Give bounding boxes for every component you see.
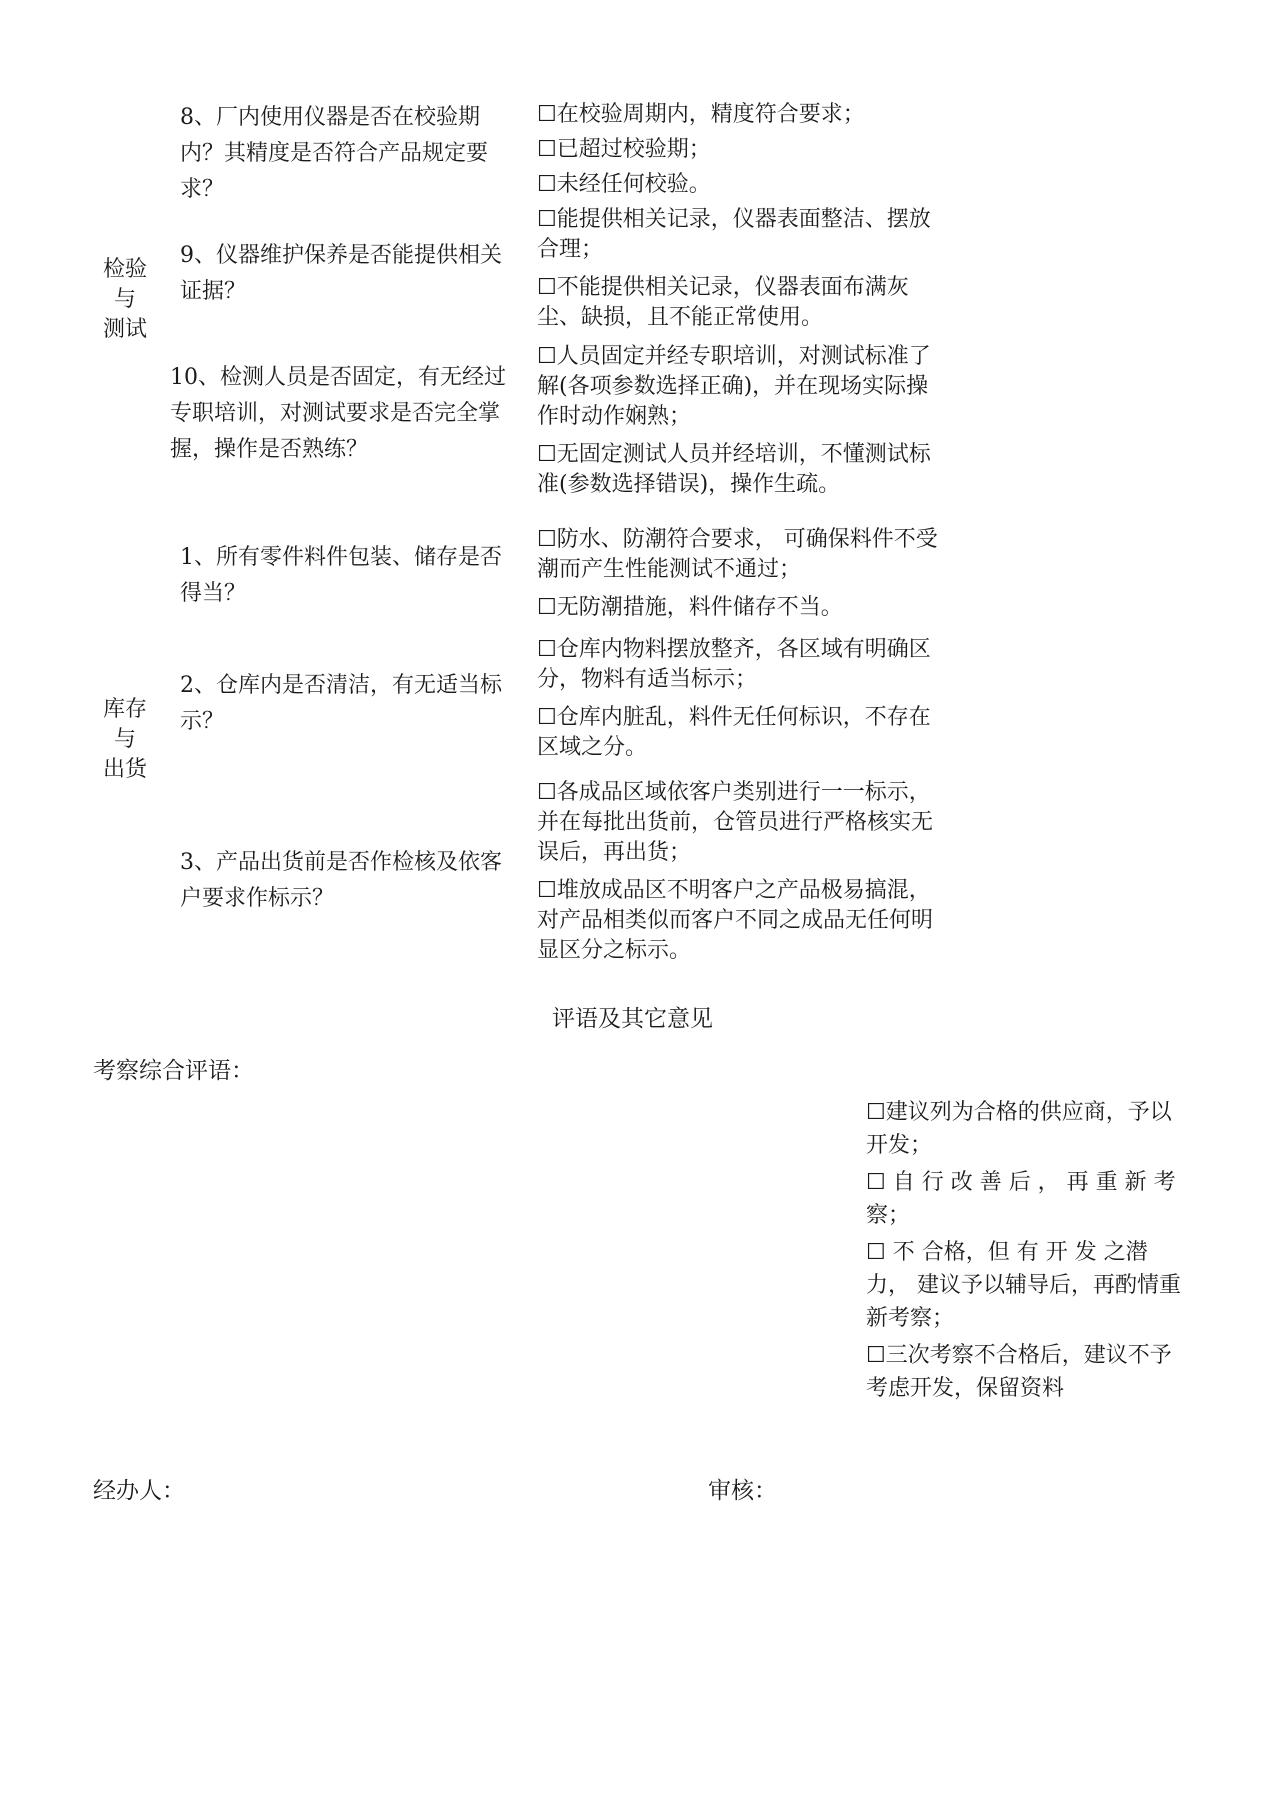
question-text: 3、产品出货前是否作检核及依客户要求作标示？ bbox=[180, 850, 502, 911]
checkbox-option[interactable]: ☐仓库内脏乱，料件无任何标识，不存在区域之分。 bbox=[537, 705, 931, 760]
category-line: 库存 bbox=[102, 697, 147, 722]
checkbox-option[interactable]: ☐能提供相关记录，仪器表面整洁、摆放合理； bbox=[537, 207, 931, 262]
checkbox-option[interactable]: ☐堆放成品区不明客户之产品极易搞混，对产品相类似而客户不同之成品无任何明显区分之标示。 bbox=[537, 878, 934, 963]
category-line: 出货 bbox=[102, 757, 147, 782]
checkbox-option[interactable]: ☐已超过校验期； bbox=[537, 137, 711, 162]
category-line: 与 bbox=[113, 287, 136, 312]
checkbox-option[interactable]: ☐不能提供相关记录，仪器表面布满灰尘、缺损，且不能正常使用。 bbox=[537, 275, 909, 330]
checkbox-option[interactable]: ☐未经任何校验。 bbox=[537, 172, 711, 197]
checkbox-option[interactable]: ☐ 不 合格，但 有 开 发 之潜力， 建议予以辅导后，再酌情重新考察； bbox=[866, 1240, 1181, 1331]
reviewer-label: 审核： bbox=[708, 1478, 777, 1504]
checkbox-option[interactable]: ☐无防潮措施，料件储存不当。 bbox=[537, 595, 843, 620]
option-list bbox=[537, 635, 947, 763]
checkbox-option[interactable]: ☐ 自 行 改 善 后 ， 再 重 新 考察； bbox=[866, 1170, 1176, 1228]
summary-label: 考察综合评语： bbox=[93, 1058, 254, 1084]
category-label bbox=[95, 695, 155, 785]
question-text: 9、仪器维护保养是否能提供相关证据？ bbox=[180, 243, 502, 304]
question-text: 10、检测人员是否固定，有无经过专职培训，对测试要求是否完全掌握，操作是否熟练？ bbox=[170, 365, 506, 462]
checkbox-option[interactable]: ☐防水、防潮符合要求， 可确保料件不受潮而产生性能测试不通过； bbox=[537, 527, 938, 582]
checkbox-option[interactable]: ☐三次考察不合格后，建议不予考虑开发，保留资料 bbox=[866, 1343, 1172, 1401]
option-list bbox=[537, 100, 947, 200]
option-list bbox=[537, 205, 947, 333]
option-list bbox=[537, 342, 947, 500]
checkbox-option[interactable]: ☐仓库内物料摆放整齐，各区域有明确区分，物料有适当标示； bbox=[537, 637, 931, 692]
category-line: 测试 bbox=[102, 317, 147, 342]
checkbox-option[interactable]: ☐无固定测试人员并经培训，不懂测试标准(参数选择错误)，操作生疏。 bbox=[537, 442, 931, 497]
option-list bbox=[537, 525, 947, 623]
question-text: 8、厂内使用仪器是否在校验期内？其精度是否符合产品规定要求？ bbox=[180, 105, 489, 202]
recommendation-list bbox=[866, 1096, 1191, 1405]
checkbox-option[interactable]: ☐在校验周期内，精度符合要求； bbox=[537, 102, 865, 127]
question-text: 2、仓库内是否清洁，有无适当标示？ bbox=[180, 673, 502, 734]
option-list bbox=[537, 778, 947, 966]
comments-title: 评语及其它意见 bbox=[552, 1006, 713, 1032]
checkbox-option[interactable]: ☐建议列为合格的供应商，予以开发； bbox=[866, 1100, 1172, 1158]
question-text: 1、所有零件料件包装、储存是否得当？ bbox=[180, 545, 502, 606]
category-line: 检验 bbox=[102, 257, 147, 282]
handler-label: 经办人： bbox=[93, 1478, 185, 1504]
category-label bbox=[95, 255, 155, 345]
category-line: 与 bbox=[113, 727, 136, 752]
checkbox-option[interactable]: ☐各成品区域依客户类别进行一一标示，并在每批出货前，仓管员进行严格核实无误后，再出货； bbox=[537, 780, 934, 865]
checkbox-option[interactable]: ☐人员固定并经专职培训，对测试标准了解(各项参数选择正确)，并在现场实际操作时动作娴熟； bbox=[537, 344, 931, 429]
